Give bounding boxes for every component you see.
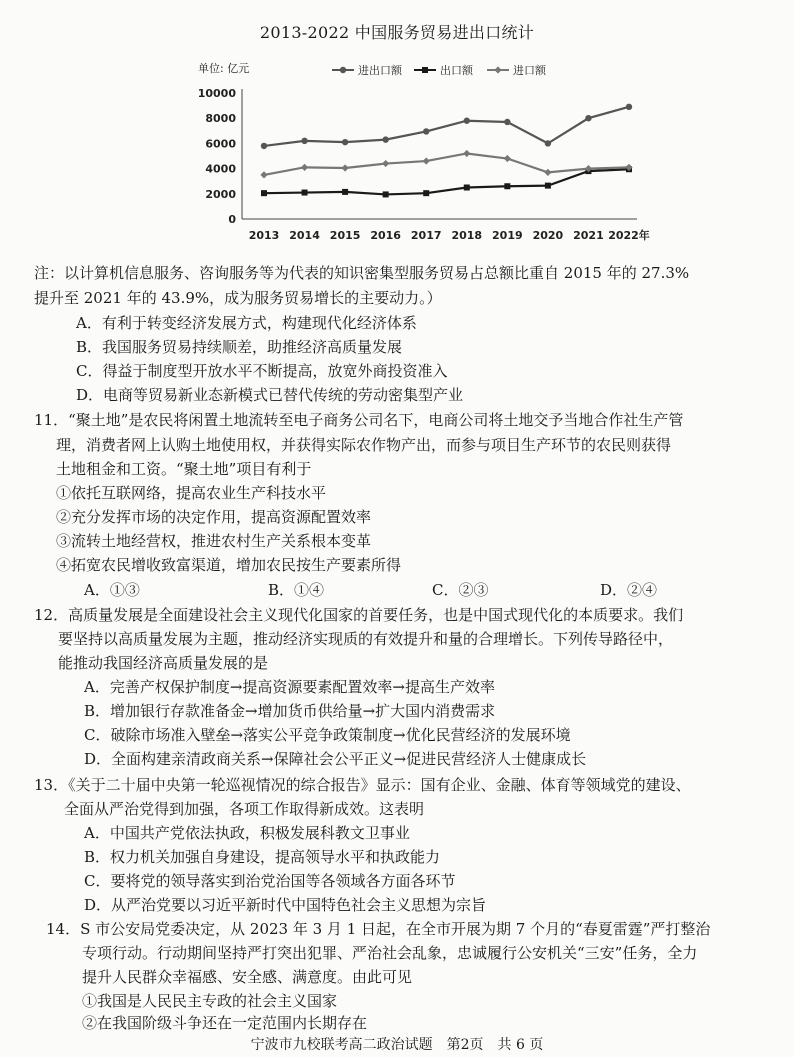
q12-option-c: C．破除市场准入壁垒→落实公平竞争政策制度→优化民营经济的发展环境 [84, 726, 571, 744]
series-1-point [504, 183, 510, 189]
q11-choice-c: C．②③ [432, 581, 489, 599]
q11-choice-a: A．①③ [84, 581, 140, 599]
series-1-point [545, 183, 551, 189]
series-0-point [301, 138, 307, 144]
series-0-point [342, 139, 348, 145]
q11-choice-b: B．①④ [268, 581, 325, 599]
series-1-point [423, 190, 429, 196]
y-tick-label: 4000 [205, 162, 236, 176]
q13-text: 《关于二十届中央第一轮巡视情况的综合报告》显示：国有企业、金融、体育等领域党的建设、 [68, 776, 691, 794]
series-0-point [464, 118, 470, 124]
x-tick-label: 2013 [248, 229, 280, 242]
unit-label: 单位: 亿元 [198, 62, 250, 75]
q12-stem-line2: 要坚持以高质量发展为主题，推动经济实现质的有效提升和量的合理增长。下列传导路径中， [58, 630, 674, 648]
legend-marker-1 [422, 67, 428, 73]
q13-number: 13． [34, 776, 69, 794]
q14-number: 14． [46, 920, 81, 938]
y-tick-label: 6000 [205, 137, 236, 151]
legend-label-0: 进出口额 [358, 64, 402, 77]
series-line-1 [264, 169, 629, 194]
q10-option-b: B．我国服务贸易持续顺差，助推经济高质量发展 [76, 338, 403, 356]
q11-number: 11． [34, 411, 69, 429]
q14-stem-line3: 提升人民群众幸福感、安全感、满意度。由此可见 [82, 968, 413, 986]
q13-option-b: B．权力机关加强自身建设，提高领导水平和执政能力 [84, 848, 441, 866]
q14-item-2: ②在我国阶级斗争还在一定范围内长期存在 [82, 1014, 368, 1032]
series-1-point [464, 185, 470, 191]
series-line-2 [264, 153, 629, 174]
series-0-point [382, 136, 388, 142]
y-tick-label: 8000 [205, 112, 236, 126]
x-tick-label: 2015 [329, 229, 361, 242]
q11-stem-line1 [34, 409, 794, 431]
series-1-point [261, 190, 267, 196]
series-0-point [423, 128, 429, 134]
y-tick-label: 0 [228, 213, 236, 226]
q14-stem-line1 [46, 918, 794, 940]
q12-option-d: D．全面构建亲清政商关系→保障社会公平正义→促进民营经济人士健康成长 [84, 750, 587, 768]
series-0-point [545, 140, 551, 146]
q13-stem-line2: 全面从严治党得到加强，各项工作取得新成效。这表明 [64, 800, 425, 818]
series-0-point [504, 119, 510, 125]
legend-label-1: 出口额 [440, 64, 473, 77]
q12-option-b: B．增加银行存款准备金→增加货币供给量→扩大国内消费需求 [84, 702, 496, 720]
series-0-point [261, 143, 267, 149]
q12-text: 高质量发展是全面建设社会主义现代化国家的首要任务，也是中国式现代化的本质要求。我们 [68, 606, 684, 624]
series-1-point [342, 189, 348, 195]
legend-marker-2 [494, 66, 501, 73]
q10-option-c: C．得益于制度型开放水平不断提高，放宽外商投资准入 [76, 362, 448, 380]
q10-note-line2: 提升至 2021 年的 43.9%，成为服务贸易增长的主要动力。） [34, 289, 442, 307]
page-footer: 宁波市九校联考高二政治试题 第2页 共 6 页 [250, 1037, 544, 1053]
q13-option-c: C．要将党的领导落实到治党治国等各领域各方面各环节 [84, 872, 456, 890]
series-0-point [626, 104, 632, 110]
series-line-0 [264, 107, 629, 146]
chart-title: 2013-2022 中国服务贸易进出口统计 [259, 23, 535, 42]
q11-choice-d: D．②④ [600, 581, 658, 599]
x-tick-label: 2019 [492, 229, 523, 242]
q11-stem-line2: 理，消费者网上认购土地使用权，并获得实际农作物产出，而参与项目生产环节的农民则获得 [56, 436, 672, 454]
x-tick-label: 2021 [573, 229, 604, 242]
q12-option-a: A．完善产权保护制度→提高资源要素配置效率→提高生产效率 [84, 678, 495, 696]
series-1-point [302, 190, 308, 196]
series-2-point [423, 157, 430, 164]
series-2-point [504, 155, 511, 162]
series-2-point [342, 164, 349, 171]
q13-stem-line1 [34, 774, 794, 796]
q14-item-1: ①我国是人民民主专政的社会主义国家 [82, 992, 338, 1010]
q13-option-a: A．中国共产党依法执政，积极发展科教文卫事业 [84, 824, 410, 842]
x-tick-label: 2018 [451, 229, 483, 242]
q10-option-a: A．有利于转变经济发展方式，构建现代化经济体系 [76, 314, 417, 332]
q11-item-2: ②充分发挥市场的决定作用，提高资源配置效率 [56, 508, 372, 526]
series-2-point [463, 150, 470, 157]
q14-stem-line2: 专项行动。行动期间坚持严打突出犯罪、严治社会乱象，忠诚履行公安机关“三安”任务，全力 [82, 944, 698, 962]
q10-note-line1: 注：以计算机信息服务、咨询服务等为代表的知识密集型服务贸易占总额比重自 2015 年的 27.3% [34, 264, 690, 282]
y-tick-label: 2000 [205, 187, 236, 201]
q11-item-1: ①依托互联网络，提高农业生产科技水平 [56, 484, 327, 502]
x-tick-label: 2014 [289, 229, 320, 242]
q12-stem-line1 [34, 604, 794, 626]
q11-stem-line3: 土地租金和工资。“聚土地”项目有利于 [56, 460, 312, 478]
legend-marker-0 [340, 67, 346, 73]
q11-item-3: ③流转土地经营权，推进农村生产关系根本变革 [56, 532, 372, 550]
x-tick-label: 2017 [410, 229, 442, 242]
x-tick-label: 2022年 [608, 229, 650, 242]
q14-text: S 市公安局党委决定，从 2023 年 3 月 1 日起，在全市开展为期 7 个月的“春夏雷霆”严打整治 [80, 920, 711, 938]
series-1-point [383, 191, 389, 197]
q12-stem-line3: 能推动我国经济高质量发展的是 [58, 654, 269, 672]
y-tick-label: 10000 [197, 87, 236, 100]
series-2-point [382, 160, 389, 167]
x-tick-label: 2020 [532, 229, 564, 242]
q11-item-4: ④拓宽农民增收致富渠道，增加农民按生产要素所得 [56, 556, 402, 574]
x-tick-label: 2016 [370, 229, 401, 242]
q10-option-d: D．电商等贸易新业态新模式已替代传统的劳动密集型产业 [76, 386, 464, 404]
series-2-point [260, 171, 267, 178]
q13-option-d: D．从严治党要以习近平新时代中国特色社会主义思想为宗旨 [84, 896, 487, 914]
legend-label-2: 进口额 [513, 64, 546, 77]
trade-line-chart [192, 52, 652, 252]
series-2-point [544, 169, 551, 176]
series-2-point [301, 164, 308, 171]
q12-number: 12． [34, 606, 69, 624]
series-0-point [585, 115, 591, 121]
q11-text: “聚土地”是农民将闲置土地流转至电子商务公司名下，电商公司将土地交予当地合作社生产管 [68, 411, 684, 429]
